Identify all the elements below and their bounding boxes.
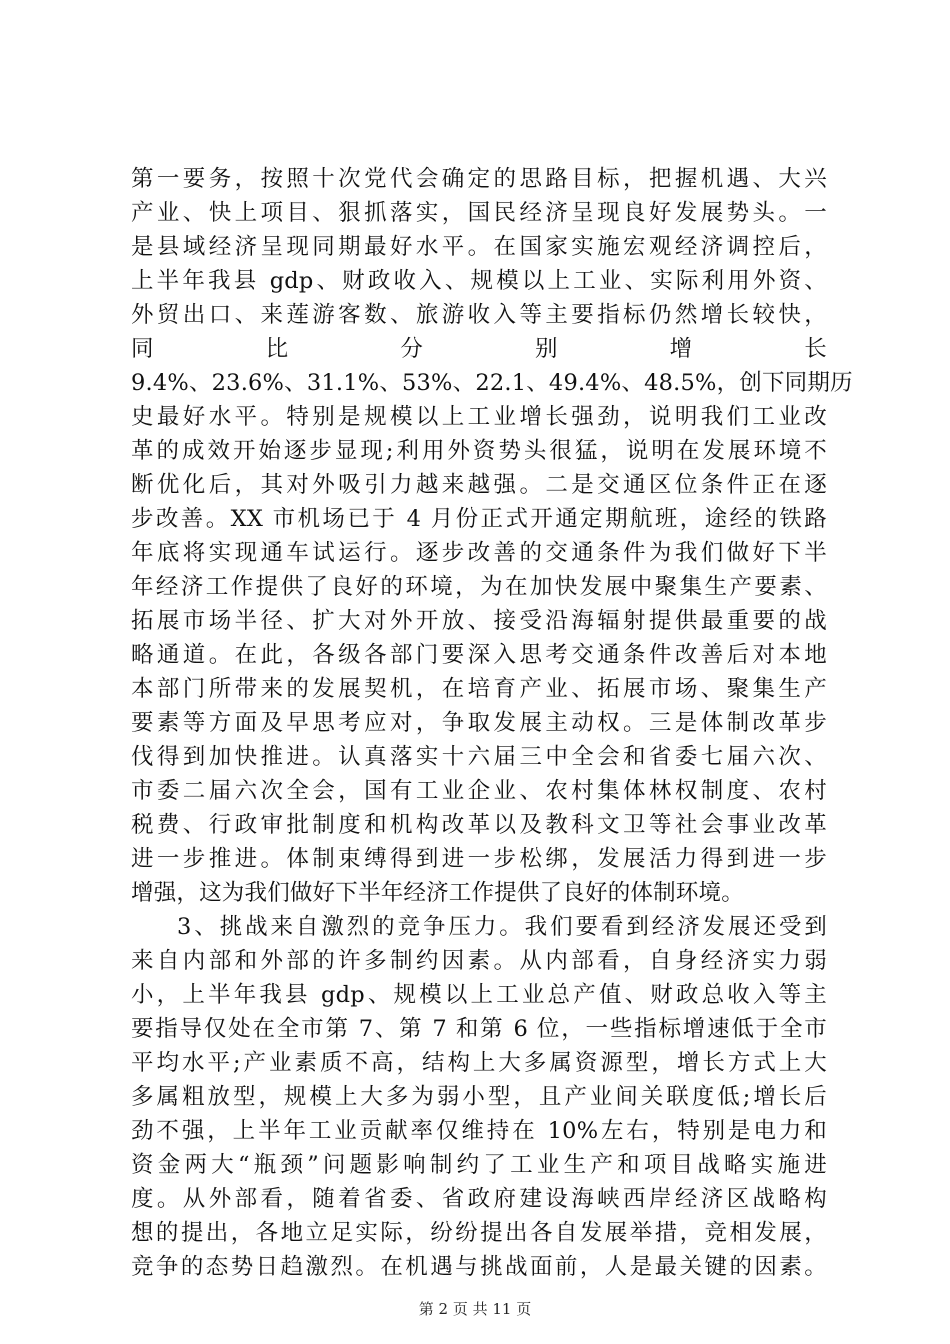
text-line: 想的提出，各地立足实际，纷纷提出各自发展举措，竞相发展， [131, 1220, 827, 1246]
text-line: 度。从外部看，随着省委、省政府建设海峡西岸经济区战略构 [131, 1186, 827, 1212]
text-line: 革的成效开始逐步显现;利用外资势头很猛，说明在发展环境不 [131, 438, 827, 464]
text-line: 增强，这为我们做好下半年经济工作提供了良好的体制环境。 [131, 880, 744, 906]
text-line: 伐得到加快推进。认真落实十六届三中全会和省委七届六次、 [131, 744, 827, 770]
text-line: 略通道。在此，各级各部门要深入思考交通条件改善后对本地 [131, 642, 827, 668]
text-line: 平均水平;产业素质不高，结构上大多属资源型，增长方式上大 [131, 1050, 827, 1076]
text-line: 小，上半年我县 gdp、规模以上工业总产值、财政总收入等主 [131, 982, 827, 1008]
text-line: 产业、快上项目、狠抓落实，国民经济呈现良好发展势头。一 [131, 200, 827, 226]
text-line: 3、挑战来自激烈的竞争压力。我们要看到经济发展还受到 [177, 914, 827, 940]
text-line: 断优化后，其对外吸引力越来越强。二是交通区位条件正在逐 [131, 472, 827, 498]
page-number-footer: 第 2 页 共 11 页 [418, 1300, 532, 1318]
text-line: 进一步推进。体制束缚得到进一步松绑，发展活力得到进一步 [131, 846, 827, 872]
text-line: 资金两大“瓶颈”问题影响制约了工业生产和项目战略实施进 [131, 1152, 827, 1178]
text-line: 多属粗放型，规模上大多为弱小型，且产业间关联度低;增长后 [131, 1084, 827, 1110]
text-line: 同 比 分 别 增 长 [131, 336, 827, 362]
text-line: 市委二届六次全会，国有工业企业、农村集体林权制度、农村 [131, 778, 827, 804]
text-line: 年底将实现通车试运行。逐步改善的交通条件为我们做好下半 [131, 540, 827, 566]
text-line: 要素等方面及早思考应对，争取发展主动权。三是体制改革步 [131, 710, 827, 736]
text-line: 劲不强，上半年工业贡献率仅维持在 10%左右，特别是电力和 [131, 1118, 827, 1144]
text-line: 史最好水平。特别是规模以上工业增长强劲，说明我们工业改 [131, 404, 827, 430]
text-line: 步改善。XX 市机场已于 4 月份正式开通定期航班，途经的铁路 [131, 506, 827, 532]
text-line: 拓展市场半径、扩大对外开放、接受沿海辐射提供最重要的战 [131, 608, 827, 634]
text-line: 要指导仅处在全市第 7、第 7 和第 6 位，一些指标增速低于全市 [131, 1016, 827, 1042]
body-text [131, 162, 853, 1284]
text-line: 外贸出口、来莲游客数、旅游收入等主要指标仍然增长较快， [131, 302, 827, 328]
text-line: 第一要务，按照十次党代会确定的思路目标，把握机遇、大兴 [131, 166, 827, 192]
text-line: 竞争的态势日趋激烈。在机遇与挑战面前，人是最关键的因素。 [131, 1254, 827, 1280]
text-line: 9.4%、23.6%、31.1%、53%、22.1、49.4%、48.5%，创下同期历 [131, 370, 853, 396]
text-line: 本部门所带来的发展契机，在培育产业、拓展市场、聚集生产 [131, 676, 827, 702]
text-line: 是县域经济呈现同期最好水平。在国家实施宏观经济调控后， [131, 234, 827, 260]
text-line: 上半年我县 gdp、财政收入、规模以上工业、实际利用外资、 [131, 268, 827, 294]
text-line: 年经济工作提供了良好的环境，为在加快发展中聚集生产要素、 [131, 574, 827, 600]
text-line: 来自内部和外部的许多制约因素。从内部看，自身经济实力弱 [131, 948, 827, 974]
text-line: 税费、行政审批制度和机构改革以及教科文卫等社会事业改革 [131, 812, 827, 838]
